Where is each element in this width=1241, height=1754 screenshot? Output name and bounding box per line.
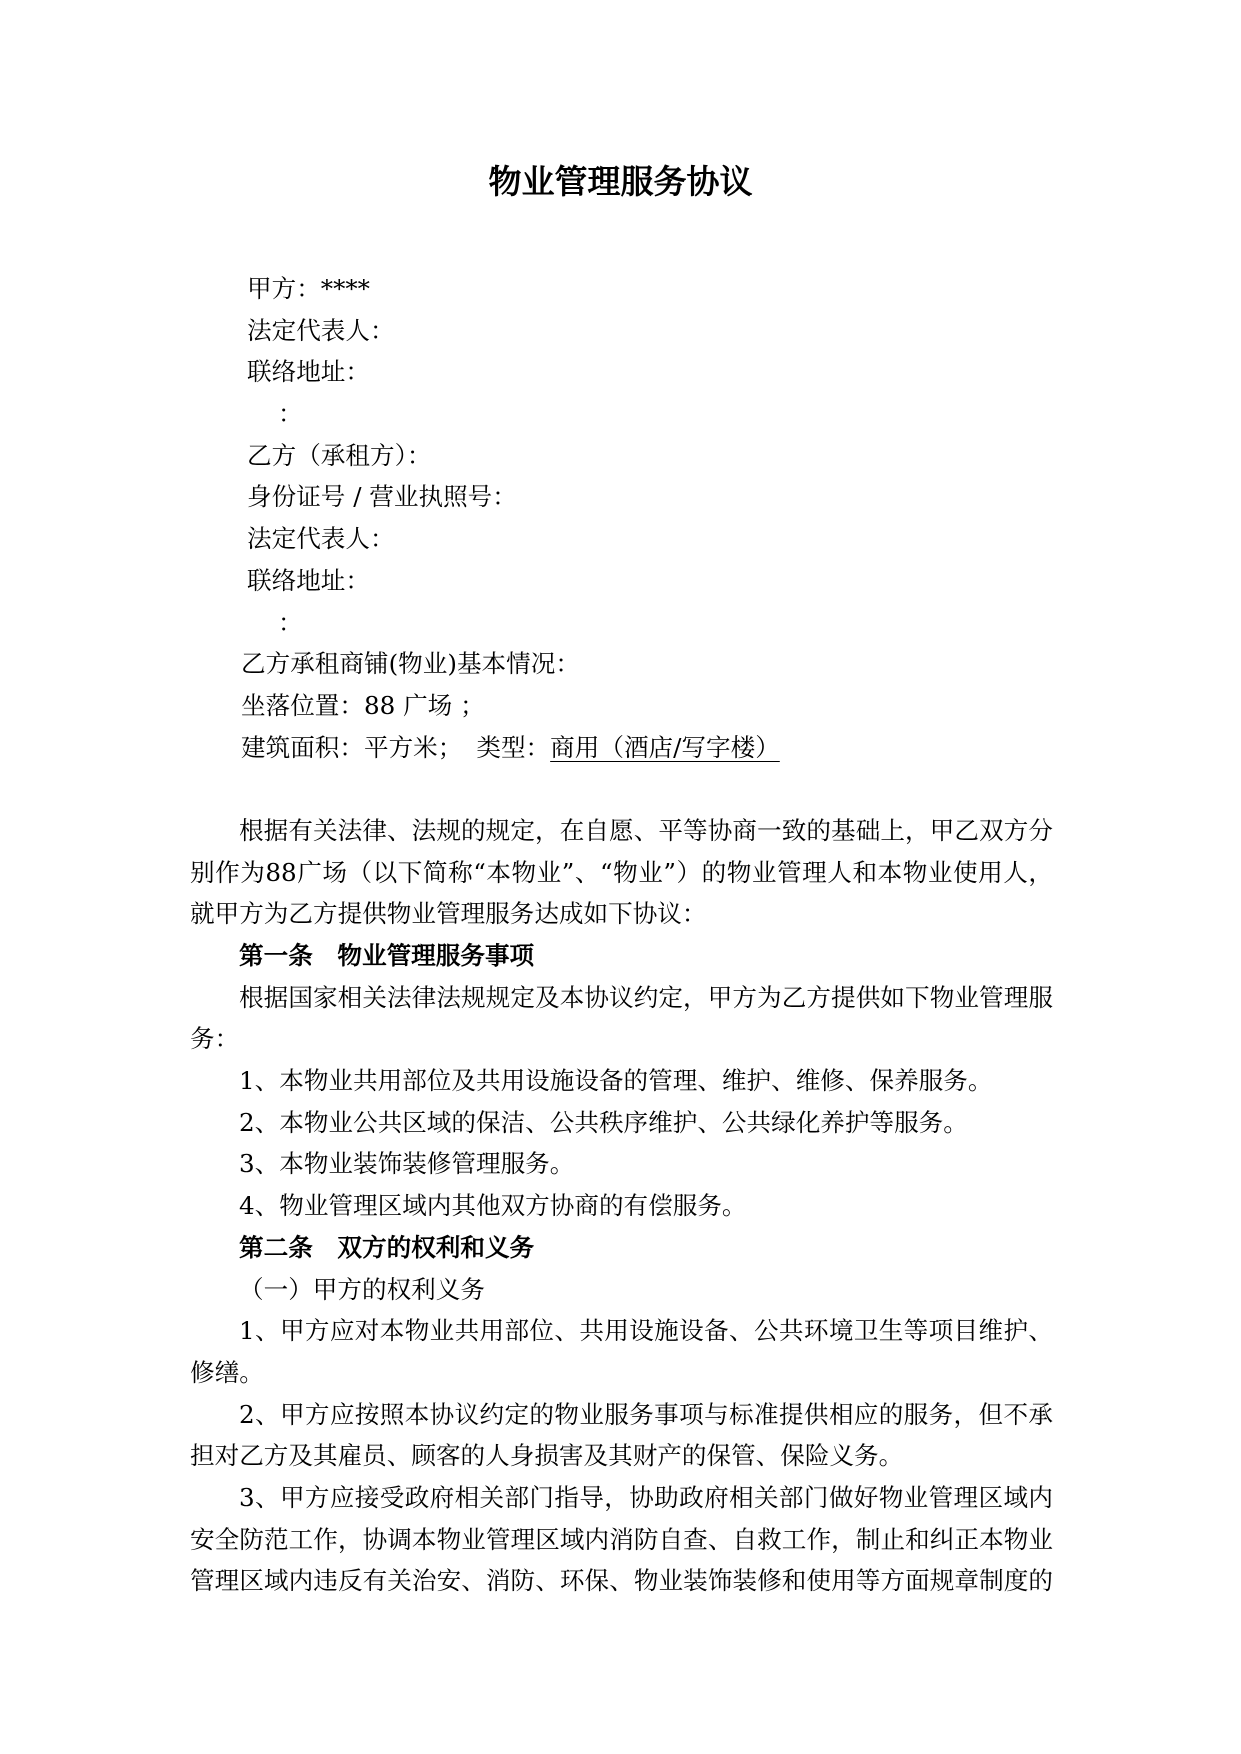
list-item: 1、本物业共用部位及共用设施设备的管理、维护、维修、保养服务。 <box>239 1066 993 1096</box>
paragraph-line: 根据国家相关法律法规规定及本协议约定，甲方为乙方提供如下物业管理服 <box>239 982 1053 1012</box>
section-heading: （一）甲方的权利义务 <box>239 1274 485 1304</box>
party-a-address-continuation: ： <box>278 399 303 429</box>
paragraph-line: 务： <box>190 1024 240 1054</box>
party-b-contact-address: 联络地址： <box>247 565 370 595</box>
property-info-heading: 乙方承租商铺(物业)基本情况： <box>241 649 580 679</box>
list-item-line: 安全防范工作，协调本物业管理区域内消防自查、自救工作，制止和纠正本物业 <box>190 1524 1053 1554</box>
list-item-line: 2、甲方应按照本协议约定的物业服务事项与标准提供相应的服务，但不承 <box>239 1399 1053 1429</box>
property-type-label: 类型： <box>476 732 551 762</box>
property-location: 坐落位置：88 广场 ； <box>241 690 485 720</box>
property-area-type-row <box>241 727 1241 769</box>
article-number: 第一条 <box>239 941 313 970</box>
party-b-legal-representative: 法定代表人： <box>247 524 395 554</box>
article-1-heading <box>190 935 1053 977</box>
party-a-name: 甲方：**** <box>247 274 370 303</box>
party-b-name: 乙方（承租方）： <box>247 440 432 470</box>
article-title: 双方的权利和义务 <box>337 1232 535 1262</box>
list-item-line: 3、甲方应接受政府相关部门指导，协助政府相关部门做好物业管理区域内 <box>239 1482 1053 1512</box>
party-a-legal-representative: 法定代表人： <box>247 315 395 345</box>
party-b-address-continuation: ： <box>278 607 303 637</box>
party-a-contact-address: 联络地址： <box>247 357 370 387</box>
article-2-heading <box>190 1227 1053 1269</box>
article-number: 第二条 <box>239 1232 313 1262</box>
blank-line <box>0 768 1241 810</box>
document-title: 物业管理服务协议 <box>488 162 753 201</box>
party-b-id-number: 身份证号 / 营业执照号： <box>247 482 517 512</box>
property-area: 建筑面积：平方米； <box>241 732 463 762</box>
list-item-line: 管理区域内违反有关治安、消防、环保、物业装饰装修和使用等方面规章制度的 <box>190 1566 1053 1596</box>
document-body <box>0 268 1241 1602</box>
preamble-line: 就甲方为乙方提供物业管理服务达成如下协议： <box>190 899 707 929</box>
article-title: 物业管理服务事项 <box>337 941 535 970</box>
list-item-line: 修缮。 <box>190 1357 264 1387</box>
list-item: 4、物业管理区域内其他双方协商的有偿服务。 <box>239 1191 747 1221</box>
list-item: 2、本物业公共区域的保洁、公共秩序维护、公共绿化养护等服务。 <box>239 1107 968 1137</box>
list-item-line: 1、甲方应对本物业共用部位、共用设施设备、公共环境卫生等项目维护、 <box>239 1316 1053 1346</box>
list-item: 3、本物业装饰装修管理服务。 <box>239 1149 575 1179</box>
preamble-line: 别作为88广场（以下简称“本物业”、“物业”）的物业管理人和本物业使用人， <box>190 857 1053 887</box>
property-type-value: 商用（酒店/写字楼） <box>550 732 780 762</box>
preamble-line: 根据有关法律、法规的规定，在自愿、平等协商一致的基础上，甲乙双方分 <box>239 815 1053 845</box>
list-item-line: 担对乙方及其雇员、顾客的人身损害及其财产的保管、保险义务。 <box>190 1441 904 1471</box>
